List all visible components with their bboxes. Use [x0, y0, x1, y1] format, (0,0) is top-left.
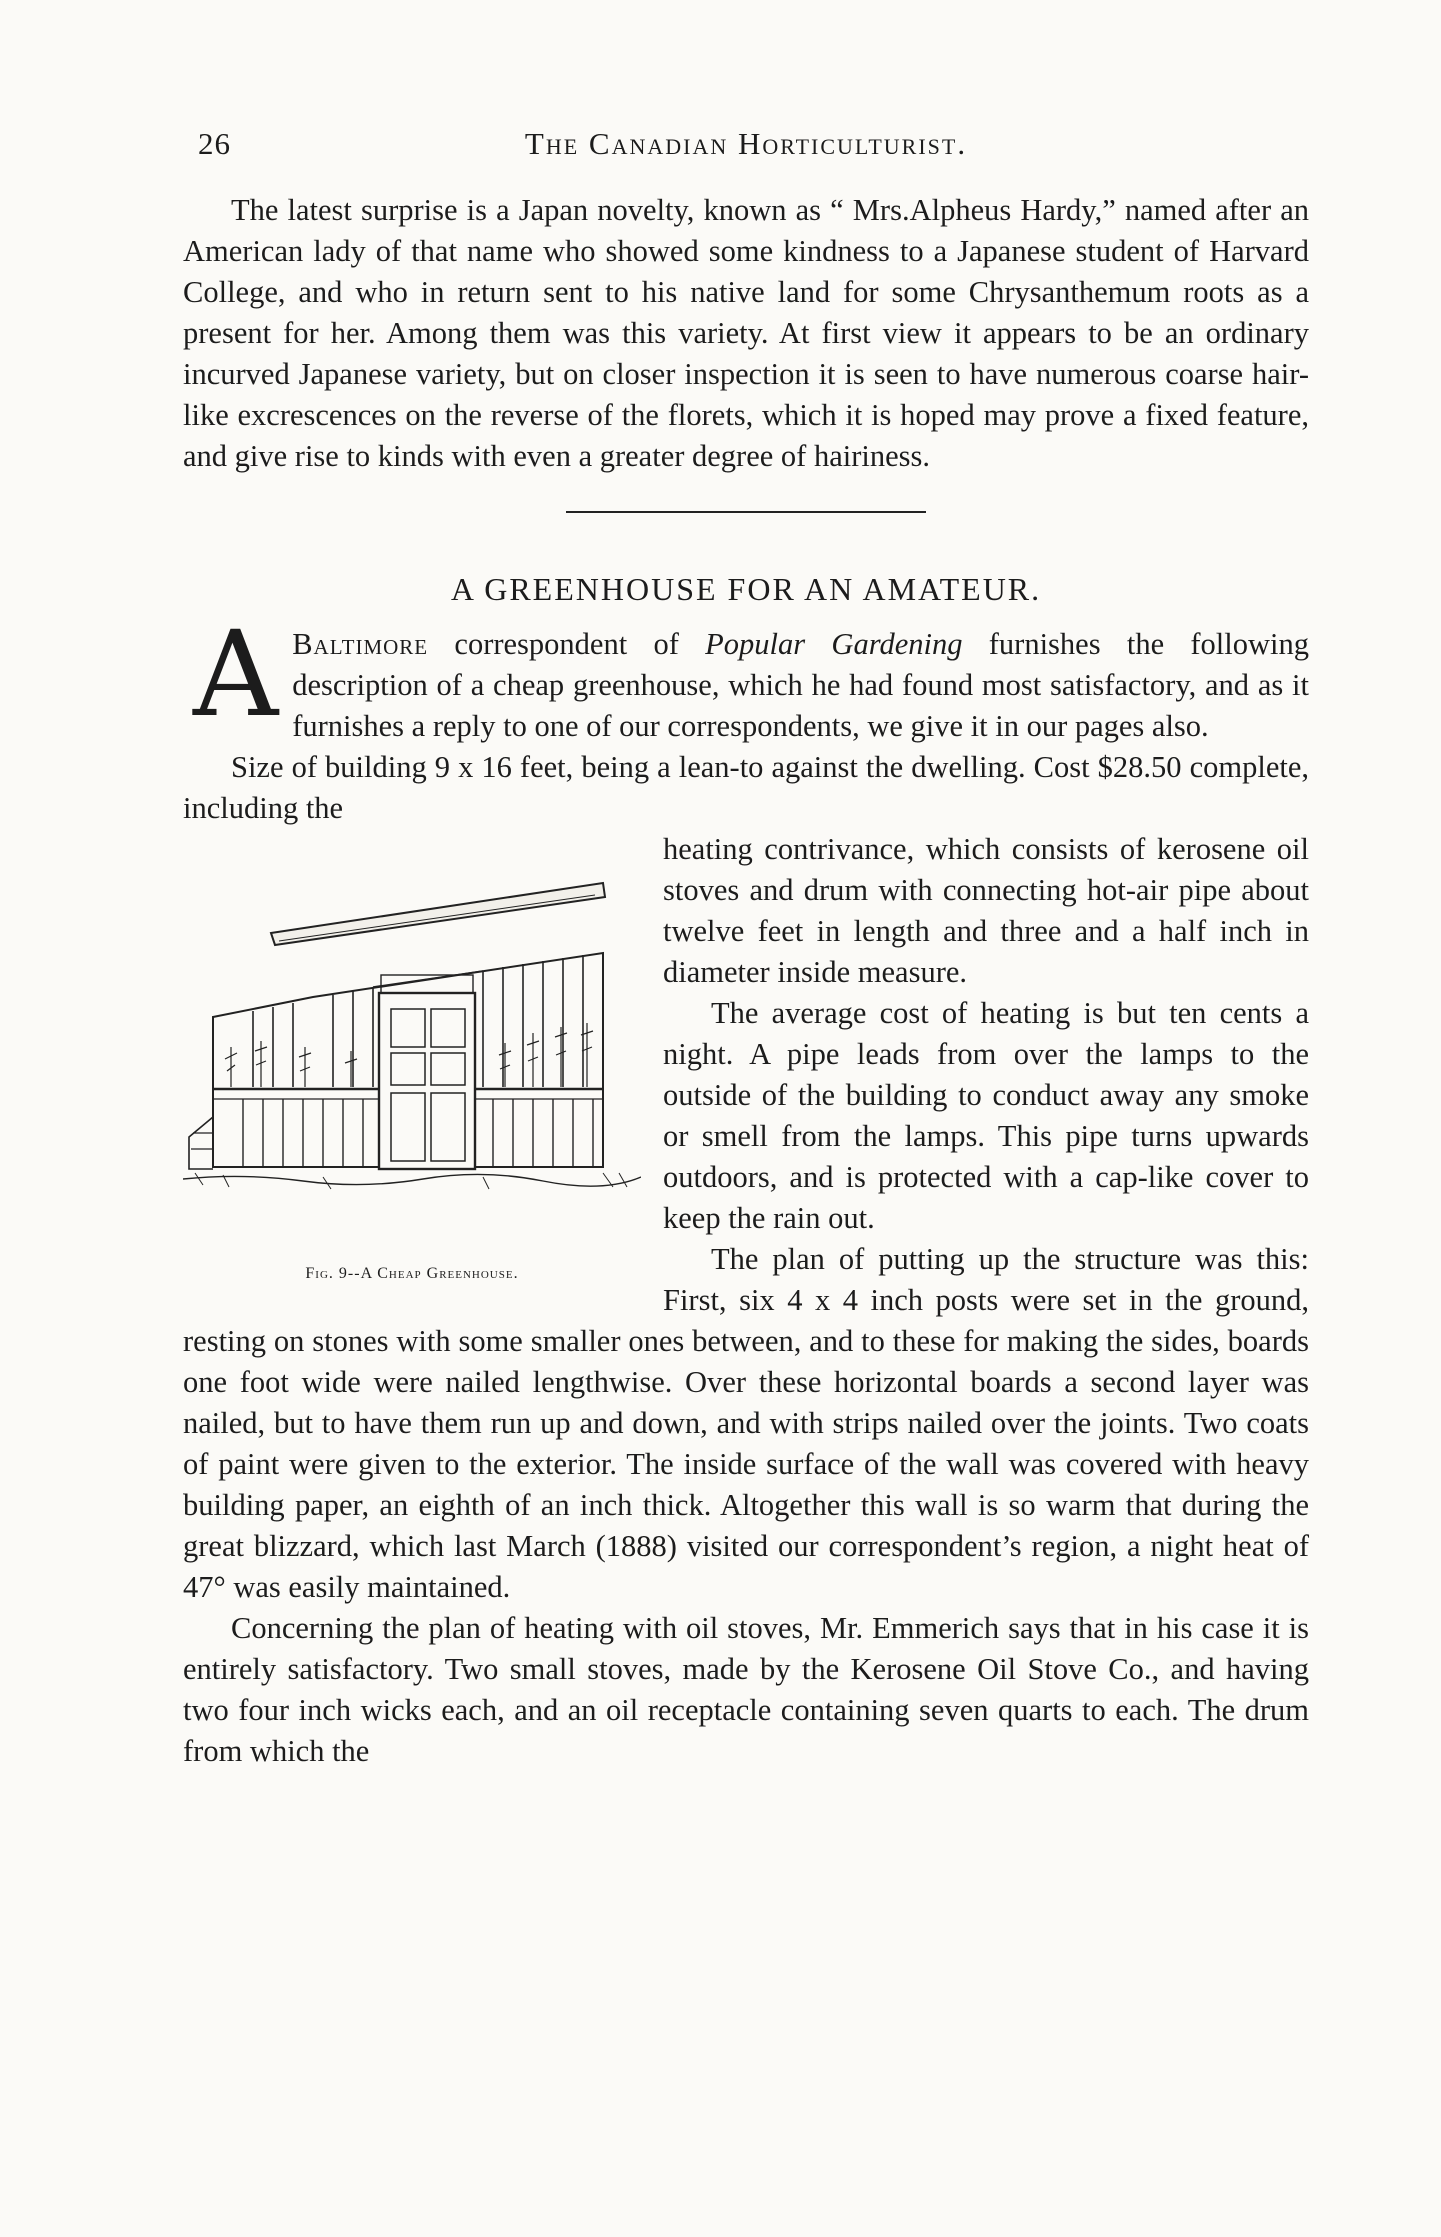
structure-paragraph: The plan of putting up the structure was this: First, six 4 x 4 inch posts were set in the ground, resting on stones with some smaller ones between, and to these for making the sides, boards one foot wide were nailed lengthwise. Over these horizontal boards a second layer was nailed, but to have them run up and down, and with strips nailed over the joints. Two coats of paint were given to the exterior. The inside surface of the wall was covered with heavy building paper, an eighth of an inch thick. Altogether this wall is so warm that during the great blizzard, which last March (1888) visited our correspondent’s region, a night heat of 47° was easily maintained. [183, 1242, 1309, 1604]
lead-italic-title: Popular Gardening [705, 627, 963, 661]
intro-paragraph: The latest surprise is a Japan novelty, known as “ Mrs.Alpheus Hardy,” named after an American lady of that name who showed some kindness to a Japanese student of Harvard College, and who in return sent to his native land for some Chrysanthemum roots as a present for her. Among them was this variety. At first view it appears to be an ordinary incurved Japanese variety, but on closer inspection it is seen to have numerous coarse hair-like excrescences on the reverse of the florets, which it is hoped may prove a fixed feature, and give rise to kinds with even a greater degree of hairiness. [183, 193, 1309, 473]
lead-paragraph [183, 605, 1310, 747]
lead-text-post: furnishes the following description of a cheap greenhouse, which he had found most satisfactory, and as it furnishes a reply to one of our correspondents, we give it in our pages also. [292, 627, 1310, 743]
heating-cost-paragraph: The average cost of heating is but ten cents a night. A pipe leads from over the lamps to the outside of the building to conduct away any smoke or smell from the lamps. This pipe turns upwards outdoors, and is protected with a cap-like cover to keep the rain out. [663, 996, 1309, 1235]
lead-smallcaps: Baltimore [292, 627, 429, 661]
oil-stoves-paragraph: Concerning the plan of heating with oil stoves, Mr. Emmerich says that in his case it is entirely satisfactory. Two small stoves, made by the Kerosene Oil Stove Co., and having two four inch wicks each, and an oil receptacle containing seven quarts to each. The drum from which the [183, 1611, 1309, 1768]
page [183, 118, 1309, 1772]
greenhouse-figure [183, 837, 641, 1283]
size-paragraph-wrap: heating contrivance, which consists of kerosene oil stoves and drum with connecting hot-air pipe about twelve feet in length and three and a half inch in diameter inside measure. [663, 832, 1309, 989]
running-head [183, 118, 1309, 168]
page-number: 26 [198, 126, 231, 161]
greenhouse-illustration [183, 837, 641, 1227]
section-divider [566, 511, 926, 513]
size-paragraph-intro: Size of building 9 x 16 feet, being a lean-to against the dwelling. Cost $28.50 complete, including the [183, 750, 1309, 825]
dropcap: A [193, 605, 279, 743]
journal-title: The Canadian Horticulturist. [524, 126, 968, 161]
lead-text-pre: correspondent of [428, 627, 706, 661]
figure-caption: Fig. 9--A Cheap Greenhouse. [305, 1265, 519, 1282]
article-heading: A GREENHOUSE FOR AN AMATEUR. [450, 571, 1042, 607]
